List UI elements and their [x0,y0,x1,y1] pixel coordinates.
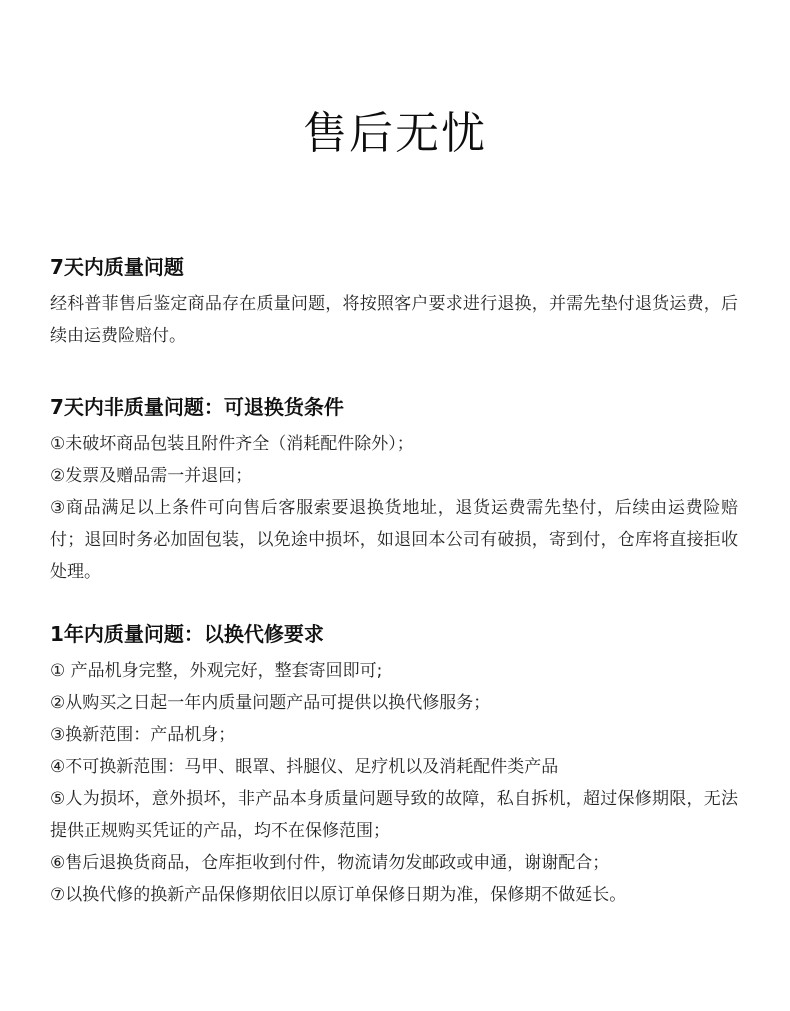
section-quality-7days [50,252,738,352]
condition-item-2: ②发票及赠品需一并退回； [50,466,253,486]
requirement-item-6: ⑥售后退换货商品，仓库拒收到付件，物流请勿发邮政或申通，谢谢配合； [50,853,610,873]
condition-item-3: ③商品满足以上条件可向售后客服索要退换货地址，退货运费需先垫付，后续由运费险赔付；退回时务必加固包装，以免途中损坏，如退回本公司有破损，寄到付，仓库将直接拒收处理。 [50,498,738,582]
requirement-item-1: ① 产品机身完整，外观完好，整套寄回即可; [50,661,383,681]
section-heading: 1年内质量问题：以换代修要求 [50,622,324,646]
requirement-item-7: ⑦以换代修的换新产品保修期依旧以原订单保修日期为准，保修期不做延长。 [50,885,627,905]
section-heading: 7天内非质量问题：可退换货条件 [50,395,344,419]
section-heading: 7天内质量问题 [50,255,184,279]
requirement-item-5: ⑤人为损坏，意外损坏，非产品本身质量问题导致的故障，私自拆机，超过保修期限，无法提供正规购买凭证的产品，均不在保修范围； [50,789,738,841]
page-title: 售后无忧 [303,108,487,159]
requirement-item-3: ③换新范围：产品机身； [50,725,236,745]
section-nonquality-7days [50,392,738,588]
requirement-item-2: ②从购买之日起一年内质量问题产品可提供以换代修服务； [50,693,491,713]
requirement-item-4: ④不可换新范围：马甲、眼罩、抖腿仪、足疗机以及消耗配件类产品 [50,757,559,777]
condition-item-1: ①未破坏商品包装且附件齐全（消耗配件除外）； [50,434,414,454]
section-text: 经科普菲售后鉴定商品存在质量问题，将按照客户要求进行退换，并需先垫付退货运费，后续由运费险赔付。 [50,294,738,346]
section-quality-1year [50,619,738,911]
